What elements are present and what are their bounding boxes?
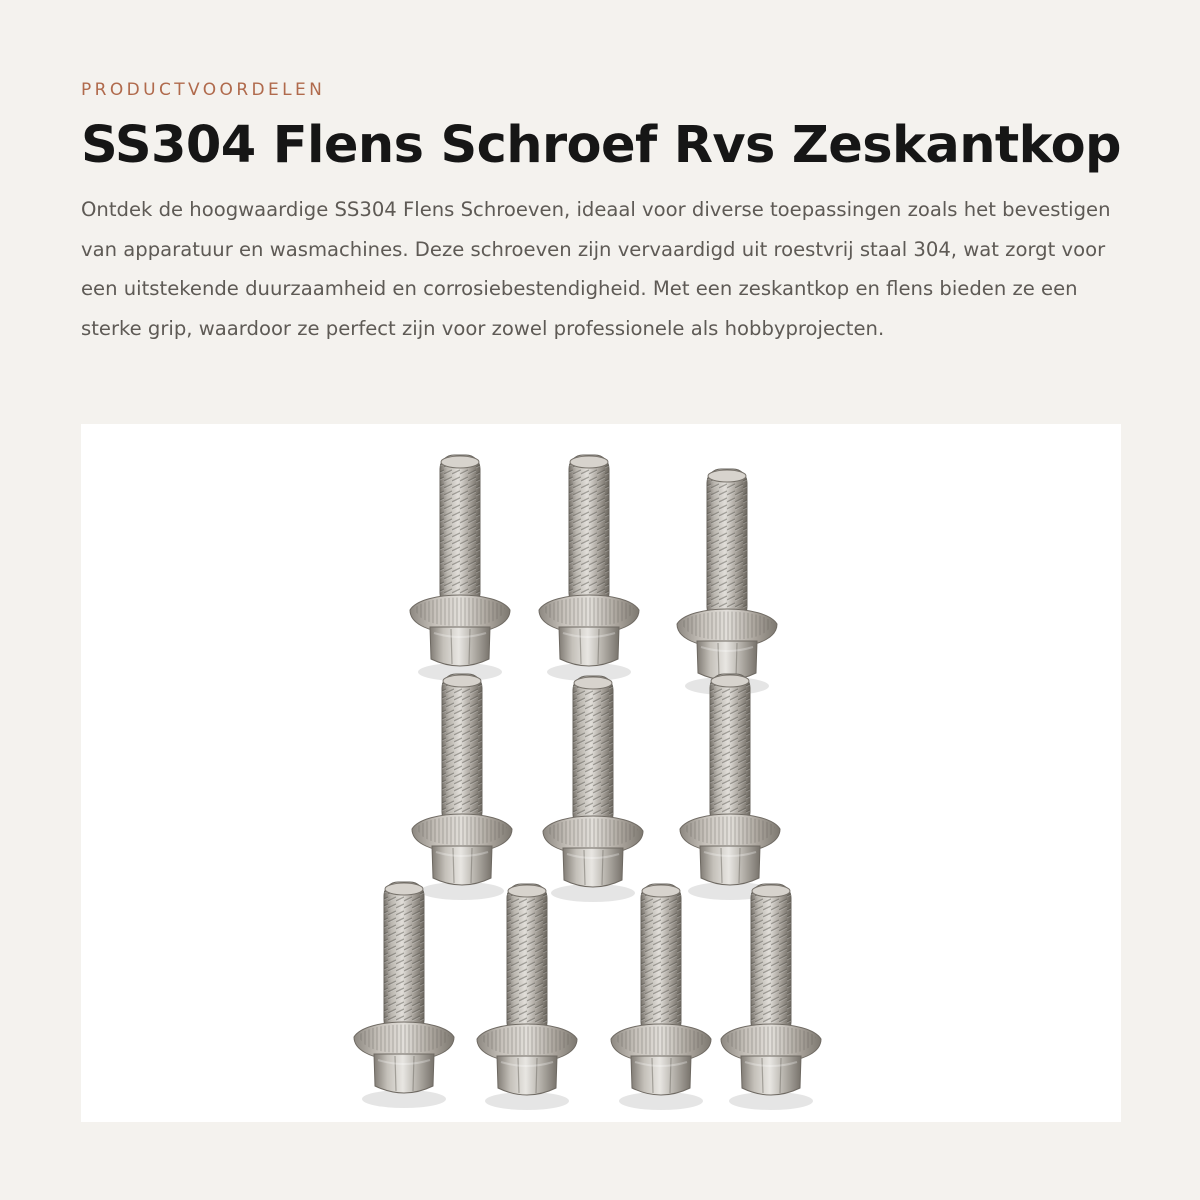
flange-screw-4 (412, 674, 512, 900)
flange-screw-3 (677, 469, 777, 695)
flange-screw-2 (539, 455, 639, 681)
flange-screw-5 (543, 676, 643, 902)
product-benefits-content (81, 78, 1121, 348)
flange-screw-10 (721, 884, 821, 1110)
flange-screw-6 (680, 674, 780, 900)
flange-screw-9 (611, 884, 711, 1110)
product-image (81, 424, 1121, 1122)
section-eyebrow: PRODUCTVOORDELEN (81, 80, 326, 100)
flange-screws-illustration (81, 424, 1121, 1122)
flange-screw-1 (410, 455, 510, 681)
product-description: Ontdek de hoogwaardige SS304 Flens Schroeven, ideaal voor diverse toepassingen zoals het bevestigen van apparatuur en wasmachines. Deze schroeven zijn vervaardigd uit roestvrij staal 304, wat zorgt voor een uitstekende duurzaamheid en corrosiebestendigheid. Met een zeskantkop en flens bieden ze een sterke grip, waardoor ze perfect zijn voor zowel professionele als hobbyprojecten. (81, 198, 1111, 340)
flange-screw-7 (354, 882, 454, 1108)
product-title: SS304 Flens Schroef Rvs Zeskantkop (81, 116, 1121, 175)
flange-screw-8 (477, 884, 577, 1110)
